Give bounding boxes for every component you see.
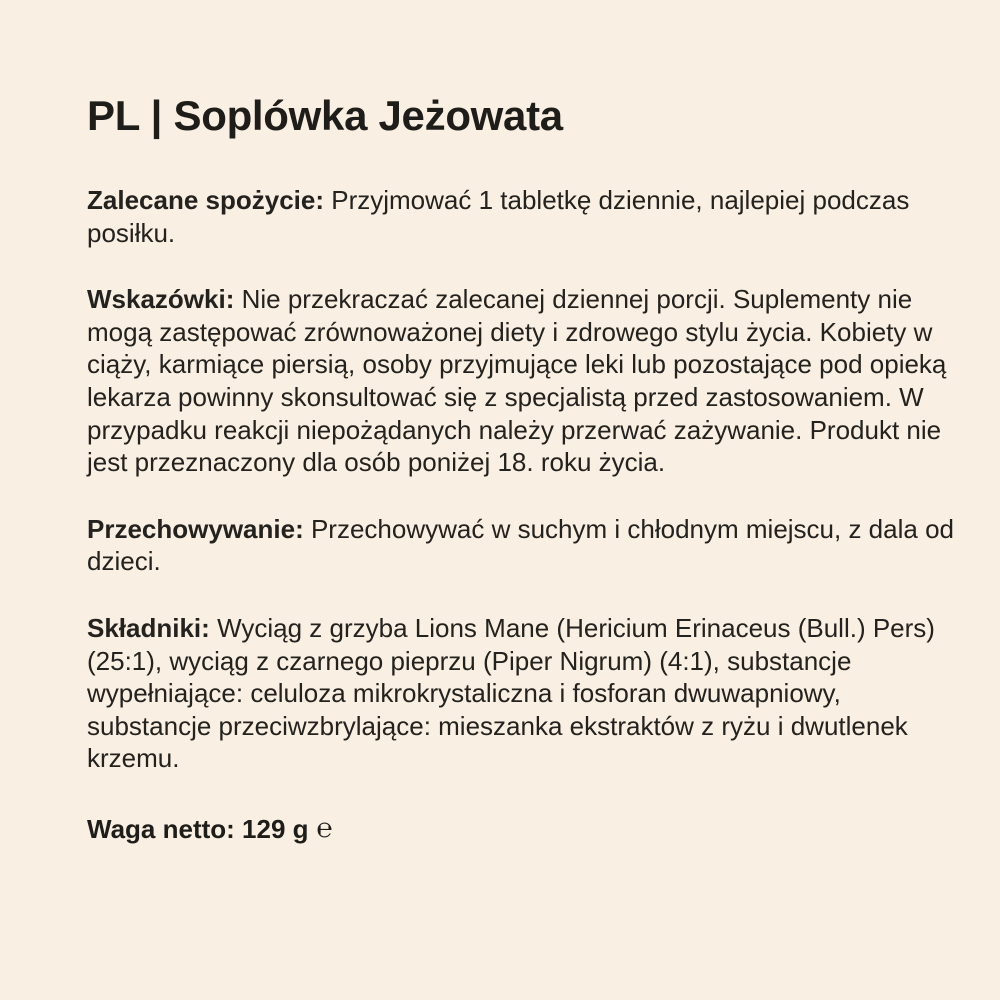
page-title: PL | Soplówka Jeżowata <box>87 92 563 139</box>
dosage-text: Przyjmować 1 tabletkę dziennie, najlepiej podczas posiłku. <box>87 185 910 248</box>
ingredients-text: Wyciąg z grzyba Lions Mane (Hericium Erinaceus (Bull.) Pers) (25:1), wyciąg z czarnego pieprzu (Piper Nigrum) (4:1), substancje wypełniające: celuloza mikrokrystaliczna i fosforan dwuwapniowy, substancje przeciwzbrylające: mieszanka ekstraktów z ryżu i dwutlenek krzemu. <box>87 612 935 774</box>
storage-label: Przechowywanie: <box>87 513 304 544</box>
notes-label: Wskazówki: <box>87 284 235 315</box>
ingredients-section <box>87 612 957 775</box>
net-weight <box>87 813 957 845</box>
estimated-sign-icon: ℮ <box>316 813 333 845</box>
notes-section <box>87 283 957 479</box>
dosage-section <box>87 184 957 249</box>
storage-section <box>87 513 957 578</box>
notes-text: Nie przekraczać zalecanej dziennej porcji. Suplementy nie mogą zastępować zrównoważonej diety i zdrowego stylu życia. Kobiety w ciąży, karmiące piersią, osoby przyjmujące leki lub pozostające pod opieką lekarza powinny skonsultować się z specjalistą przed zastosowaniem. W przypadku reakcji niepożądanych należy przerwać zażywanie. Produkt nie jest przeznaczony dla osób poniżej 18. roku życia. <box>87 284 947 478</box>
net-weight-value: 129 g <box>242 813 309 844</box>
ingredients-label: Składniki: <box>87 612 210 643</box>
dosage-label: Zalecane spożycie: <box>87 185 324 215</box>
storage-text: Przechowywać w suchym i chłodnym miejscu, z dala od dzieci. <box>87 513 954 577</box>
net-weight-label: Waga netto: <box>87 813 235 844</box>
label-page <box>87 90 957 845</box>
